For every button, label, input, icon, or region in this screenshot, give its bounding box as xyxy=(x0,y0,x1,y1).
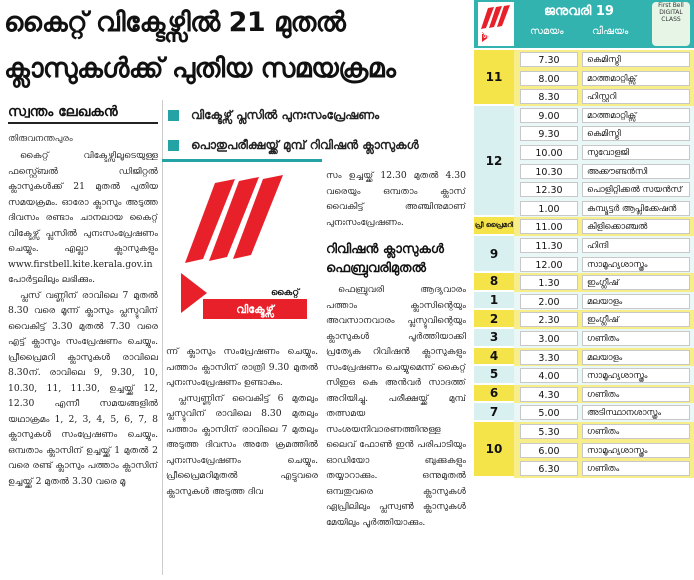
class-label: 8 xyxy=(474,273,514,292)
class-label: 1 xyxy=(474,292,514,311)
time-cell: 6.30 xyxy=(520,461,578,476)
time-cell: 5.30 xyxy=(520,424,578,439)
table-row xyxy=(514,71,694,89)
subject-cell: ഗണിതം xyxy=(582,387,690,402)
table-row xyxy=(514,424,694,442)
subheading: റിവിഷൻ ക്ലാസുകൾ ഫെബ്രുവരിമുതൽ xyxy=(326,242,444,276)
subject-cell: ഗണിതം xyxy=(582,461,690,476)
subject-cell: കിളിക്കൊഞ്ചൽ xyxy=(582,219,690,234)
subject-cell: മലയാളം xyxy=(582,294,690,309)
table-row xyxy=(514,126,694,144)
table-row xyxy=(514,350,694,368)
table-row xyxy=(514,89,694,107)
article-column-1 xyxy=(8,148,158,578)
time-cell: 8.30 xyxy=(520,89,578,104)
time-cell: 5.00 xyxy=(520,405,578,420)
kite-logo-icon xyxy=(478,2,514,46)
col-header-class: ക്ലാസ് xyxy=(480,26,509,37)
table-row xyxy=(514,312,694,330)
byline-place: തിരുവനന്തപുരം xyxy=(8,134,73,144)
table-row xyxy=(514,405,694,423)
class-label: 12 xyxy=(474,106,514,218)
table-row xyxy=(514,294,694,312)
kite-victers-logo xyxy=(163,163,321,341)
table-row xyxy=(514,145,694,163)
subject-cell: അക്കൗണ്ടൻസി xyxy=(582,164,690,179)
class-label: 7 xyxy=(474,403,514,422)
byline xyxy=(8,104,158,144)
headline-line-2: ക്ലാസുകൾക്ക് പുതിയ സമയക്രമം xyxy=(4,53,396,84)
table-row xyxy=(514,461,694,479)
subject-cell: സാമൂഹ്യശാസ്ത്രം xyxy=(582,368,690,383)
time-cell: 11.00 xyxy=(520,219,578,234)
svg-text:കൈറ്റ്: കൈറ്റ് xyxy=(271,288,300,298)
time-cell: 3.30 xyxy=(520,350,578,365)
byline-name: സ്വന്തം ലേഖകൻ xyxy=(8,104,158,124)
table-row xyxy=(514,368,694,386)
col-header-subject: വിഷയം xyxy=(592,26,629,37)
subject-cell: സാമൂഹ്യശാസ്ത്രം xyxy=(582,443,690,458)
time-cell: 1.00 xyxy=(520,201,578,216)
bullet-square-icon xyxy=(168,110,179,121)
table-row xyxy=(514,275,694,293)
subject-cell: അടിസ്ഥാനശാസ്ത്രം xyxy=(582,405,690,420)
time-cell: 1.30 xyxy=(520,275,578,290)
subject-cell: ഗണിതം xyxy=(582,424,690,439)
table-header xyxy=(474,0,694,48)
first-bell-logo: First Bell DIGITAL CLASS xyxy=(652,2,690,46)
time-cell: 2.30 xyxy=(520,312,578,327)
time-cell: 10.00 xyxy=(520,145,578,160)
time-cell: 7.30 xyxy=(520,52,578,67)
subject-cell: സുവോളജി xyxy=(582,145,690,160)
bullet-list xyxy=(168,100,468,160)
class-label: 3 xyxy=(474,329,514,348)
time-cell: 12.30 xyxy=(520,182,578,197)
subject-cell: കെമിസ്ട്രി xyxy=(582,52,690,67)
bullet-text: വിക്ടേഴ്സ് പ്ലസിൽ പുനഃസംപ്രേഷണം xyxy=(191,107,380,122)
col-header-time: സമയം xyxy=(530,26,564,37)
class-label: പ്രീ പ്രൈമറി xyxy=(474,217,514,236)
subject-cell: ഹിസ്റ്ററി xyxy=(582,89,690,104)
time-cell: 4.00 xyxy=(520,368,578,383)
bullet-item xyxy=(168,100,468,130)
bullet-square-icon xyxy=(168,140,179,151)
class-label: 9 xyxy=(474,236,514,273)
teal-divider xyxy=(162,159,322,162)
class-label: 10 xyxy=(474,422,514,478)
time-cell: 12.00 xyxy=(520,257,578,272)
time-cell: 9.00 xyxy=(520,108,578,123)
paragraph: പ്ലസ് വണ്ണിന് രാവിലെ 7 മുതൽ 8.30 വരെ മൂന്ന് ക്ലാസും പ്ലസ്ടുവിന് വൈകിട്ട് 3.30 മുതൽ 7.30 വരെ എട്ട് ക്ലാസും സംപ്രേഷണം ചെയ്യും. പ്രീപ്രൈമറി ക്ലാസുകൾ രാവിലെ 8.30ന്. രാവിലെ 9, 9.30, 10, 10.30, 11, 11.30, ഉച്ചയ്ക്ക് 12, 12.30 എന്നീ സമയങ്ങളിൽ യഥാക്രമം 1, 2, 3, 4, 5, 6, 7, 8 ക്ലാസുകൾ സംപ്രേഷണം ചെയ്യും. ഒമ്പതാം ക്ലാസിന് ഉച്ചയ്ക്ക് 1 മുതൽ 2 വരെ രണ്ട് ക്ലാസും പത്താം ക്ലാസിന് ഉച്ചയ്ക്ക് 2 മുതൽ 3.30 വരെ മൂ xyxy=(8,289,158,487)
bullet-item xyxy=(168,130,468,160)
headline-line-1: കൈറ്റ് വിക്ടേഴ്സിൽ 21 മുതൽ xyxy=(4,7,346,38)
subject-cell: ഗണിതം xyxy=(582,331,690,346)
table-row xyxy=(514,238,694,256)
subject-cell: കെമിസ്ട്രി xyxy=(582,126,690,141)
time-cell: 10.30 xyxy=(520,164,578,179)
time-cell: 11.30 xyxy=(520,238,578,253)
time-cell: 2.00 xyxy=(520,294,578,309)
table-row xyxy=(514,443,694,461)
subject-cell: പൊളിറ്റിക്കൽ സയൻസ് xyxy=(582,182,690,197)
table-row xyxy=(514,219,694,237)
class-label: 5 xyxy=(474,366,514,385)
table-row xyxy=(514,331,694,349)
time-cell: 8.00 xyxy=(520,71,578,86)
table-row xyxy=(514,387,694,405)
table-row xyxy=(514,52,694,70)
subject-cell: ഇംഗ്ലീഷ് xyxy=(582,275,690,290)
bullet-text: പൊതുപരീക്ഷയ്ക്ക് മുമ്പ് റിവിഷൻ ക്ലാസുകൾ xyxy=(191,137,419,152)
svg-text:വിക്ടേഴ്സ്: വിക്ടേഴ്സ് xyxy=(236,303,274,316)
time-cell: 6.00 xyxy=(520,443,578,458)
paragraph: ന്ന് ക്ലാസും സംപ്രേഷണം ചെയ്യും. പത്താം ക്ലാസിന് രാത്രി 9.30 മുതൽ പുനഃസംപ്രേഷണം ഉണ്ടാകും. xyxy=(166,346,318,388)
table-row xyxy=(514,108,694,126)
table-row xyxy=(514,257,694,275)
time-cell: 9.30 xyxy=(520,126,578,141)
subject-cell: സാമൂഹ്യശാസ്ത്രം xyxy=(582,257,690,272)
time-cell: 4.30 xyxy=(520,387,578,402)
schedule-table xyxy=(474,0,694,580)
article-column-3b xyxy=(326,282,466,578)
class-label: 2 xyxy=(474,310,514,329)
article-column-3a xyxy=(326,168,466,238)
table-row xyxy=(514,164,694,182)
headline xyxy=(4,0,464,92)
table-row xyxy=(514,201,694,219)
subject-cell: ഹിന്ദി xyxy=(582,238,690,253)
class-label: 4 xyxy=(474,348,514,367)
subject-cell: മാത്തമാറ്റിക്സ് xyxy=(582,71,690,86)
subject-cell: ഇംഗ്ലീഷ് xyxy=(582,312,690,327)
article-column-2 xyxy=(166,344,318,578)
paragraph: കൈറ്റ് വിക്ടേഴ്സിലൂടെയുള്ള ഫസ്റ്റ്ബെൽ ഡിജിറ്റൽ ക്ലാസുകൾക്ക് 21 മുതൽ പുതിയ സമയക്രമം. ഓരോ ക്ലാസും അടുത്ത ദിവസം രണ്ടാം ചാനലായ കൈറ്റ് വിക്ടേഴ്സ് പ്ലസിൽ പുനഃസംപ്രേഷണം ചെയ്യും. എല്ലാ ക്ലാസുകളും www.firstbell.kite.kerala.gov.in പോർട്ടലിലും ലഭിക്കും. xyxy=(8,150,158,285)
paragraph: ഫെബ്രുവരി ആദ്യവാരം പത്താം ക്ലാസിന്റെയും അവസാനവാരം പ്ലസ്ടുവിന്റെയും ക്ലാസുകൾ പൂർത്തിയാക്കി പ്രത്യേക റിവിഷൻ ക്ലാസുകളും സംപ്രേഷണം ചെയ്യുമെന്ന് കൈറ്റ് സിഇഒ കെ അൻവർ സാദത്ത് അറിയിച്ചു. പരീക്ഷയ്ക്ക് മുമ്പ് തത്സമയ സംശയനിവാരണത്തിനുള്ള ലൈവ് ഫോൺ ഇൻ പരിപാടിയും ഓഡിയോ ബുക്കുകളും തയ്യാറാക്കും. ഒന്നുമുതൽ ഒമ്പതുവരെ ക്ലാസുകൾ ഏപ്രിലിലും പ്ലസ്വൺ ക്ലാസുകൾ മേയിലും പൂർത്തിയാക്കും. xyxy=(326,284,466,528)
subject-cell: കമ്പ്യൂട്ടർ ആപ്ലിക്കേഷൻ xyxy=(582,201,690,216)
subject-cell: മാത്തമാറ്റിക്സ് xyxy=(582,108,690,123)
schedule-date: ജനുവരി 19 xyxy=(544,4,614,19)
time-cell: 3.00 xyxy=(520,331,578,346)
paragraph: സം ഉച്ചയ്ക്ക് 12.30 മുതൽ 4.30 വരെയും ഒമ്പതാം ക്ലാസ് വൈകിട്ട് അഞ്ചിനുമാണ് പുനഃസംപ്രേഷണം. xyxy=(326,170,466,228)
subject-cell: മലയാളം xyxy=(582,350,690,365)
paragraph: പ്ലസ്വണ്ണിന് വൈകിട്ട് 6 മുതലും പ്ലസ്ടുവിന് രാവിലെ 8.30 മുതലും പത്താം ക്ലാസിന് രാവിലെ 7 മുതലും അടുത്ത ദിവസം അതേ ക്രമത്തിൽ പുനഃസംപ്രേഷണം ചെയ്യും. പ്രീപ്രൈമറിമുതൽ എട്ടുവരെ ക്ലാസുകൾ അടുത്ത ദിവ xyxy=(166,392,318,497)
class-label: 6 xyxy=(474,385,514,404)
table-row xyxy=(514,182,694,200)
class-label: 11 xyxy=(474,50,514,106)
